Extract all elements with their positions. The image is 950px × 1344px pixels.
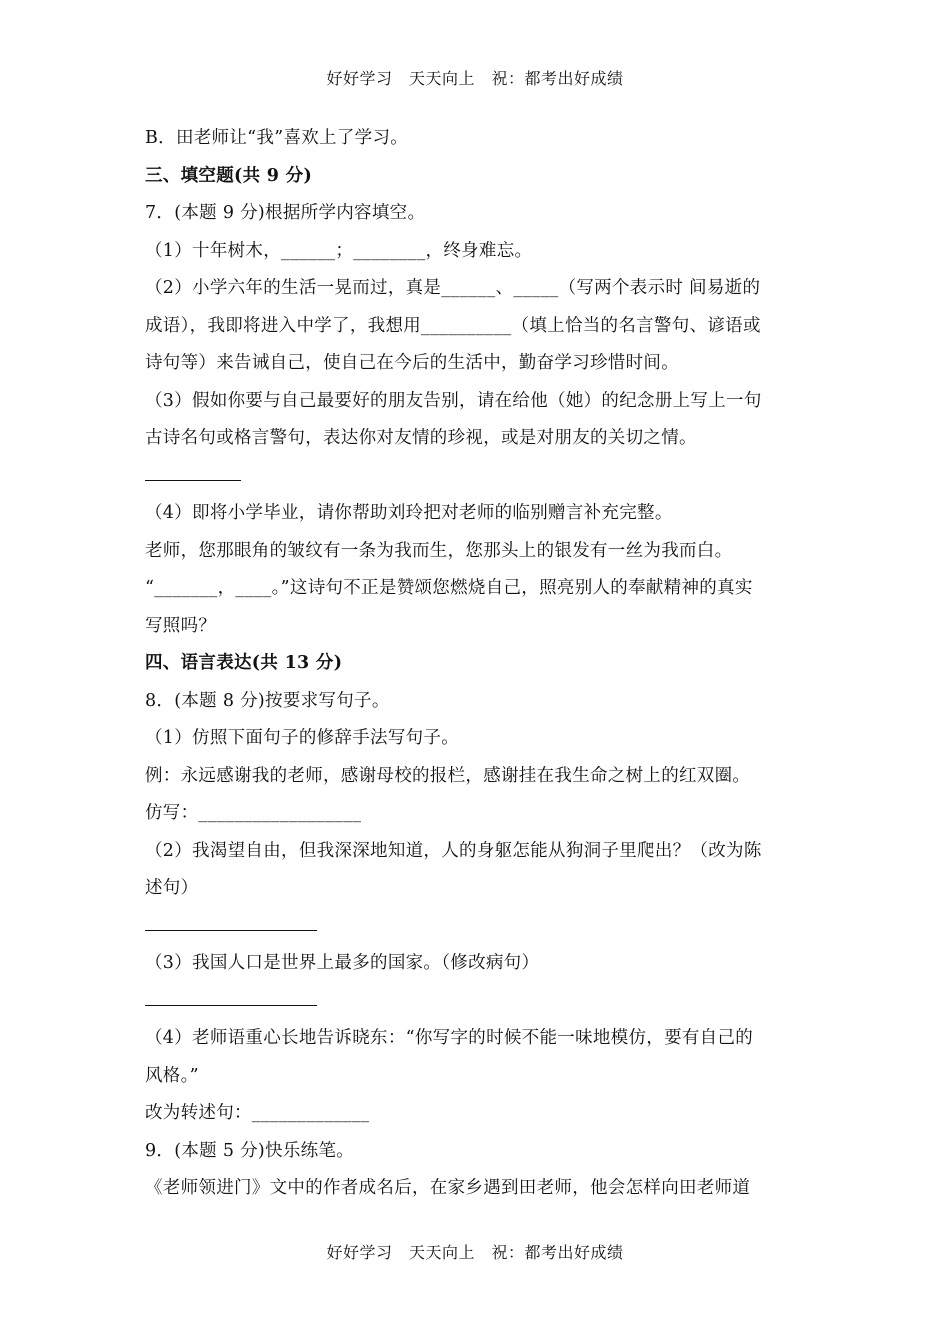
- section-heading-fill-blank: 三、填空题(共 9 分): [145, 165, 313, 186]
- q8-part-2-line-2: 述句）: [145, 878, 199, 898]
- q7-part-4: （4）即将小学毕业，请你帮助刘玲把对老师的临别赠言补充完整。: [145, 503, 673, 523]
- page-header: 好好学习 天天向上 祝：都考出好成绩: [326, 69, 624, 88]
- page-footer: 好好学习 天天向上 祝：都考出好成绩: [326, 1243, 624, 1262]
- answer-line[interactable]: [145, 458, 810, 496]
- q8-part-4-answer: 改为转述句：_____________: [145, 1103, 370, 1123]
- section-heading-language: 四、语言表达(共 13 分): [145, 653, 343, 673]
- q8-imitation: 仿写：__________________: [145, 803, 362, 823]
- q7-part-2-line-1: （2）小学六年的生活一晃而过，真是______、_____（写两个表示时 间易逝的: [145, 278, 761, 298]
- answer-line[interactable]: [145, 983, 810, 1021]
- q7-part-4-end: 写照吗？: [145, 615, 217, 636]
- q8-part-2-line-1: （2）我渴望自由，但我深深地知道，人的身躯怎能从狗洞子里爬出？（改为陈: [145, 840, 762, 861]
- q7-part-4-blank-line: “_______，____。”这诗句不正是赞颂您燃烧自己，照亮别人的奉献精神的真实: [145, 578, 753, 598]
- q7-part-1: （1）十年树木，______；________，终身难忘。: [145, 240, 533, 261]
- q7-part-2-line-3: 诗句等）来告诫自己，使自己在今后的生活中，勤奋学习珍惜时间。: [145, 353, 679, 373]
- q9-prompt: 《老师领进门》文中的作者成名后，在家乡遇到田老师，他会怎样向田老师道: [145, 1178, 751, 1198]
- question-7-title: 7．(本题 9 分)根据所学内容填空。: [145, 203, 426, 223]
- answer-line[interactable]: [145, 908, 810, 946]
- page-content: [145, 120, 810, 1208]
- q8-example: 例：永远感谢我的老师，感谢母校的报栏，感谢挂在我生命之树上的红双圈。: [145, 765, 751, 786]
- q7-part-3-line-1: （3）假如你要与自己最要好的朋友告别，请在给他（她）的纪念册上写上一句: [145, 390, 762, 411]
- question-9-title: 9．(本题 5 分)快乐练笔。: [145, 1140, 355, 1161]
- q8-part-1: （1）仿照下面句子的修辞手法写句子。: [145, 728, 460, 748]
- option-b: B．田老师让“我”喜欢上了学习。: [145, 128, 409, 148]
- q7-part-2-line-2: 成语），我即将进入中学了，我想用__________（填上恰当的名言警句、谚语或: [145, 315, 761, 336]
- q7-part-4-context: 老师，您那眼角的皱纹有一条为我而生，您那头上的银发有一丝为我而白。: [145, 540, 733, 561]
- q8-part-4-line-1: （4）老师语重心长地告诉晓东：“你写字的时候不能一味地模仿，要有自己的: [145, 1028, 754, 1048]
- q8-part-3: （3）我国人口是世界上最多的国家。（修改病句）: [145, 953, 540, 973]
- q8-part-4-line-2: 风格。”: [145, 1065, 199, 1086]
- q7-part-3-line-2: 古诗名句或格言警句，表达你对友情的珍视，或是对朋友的关切之情。: [145, 428, 697, 448]
- question-8-title: 8．(本题 8 分)按要求写句子。: [145, 690, 390, 711]
